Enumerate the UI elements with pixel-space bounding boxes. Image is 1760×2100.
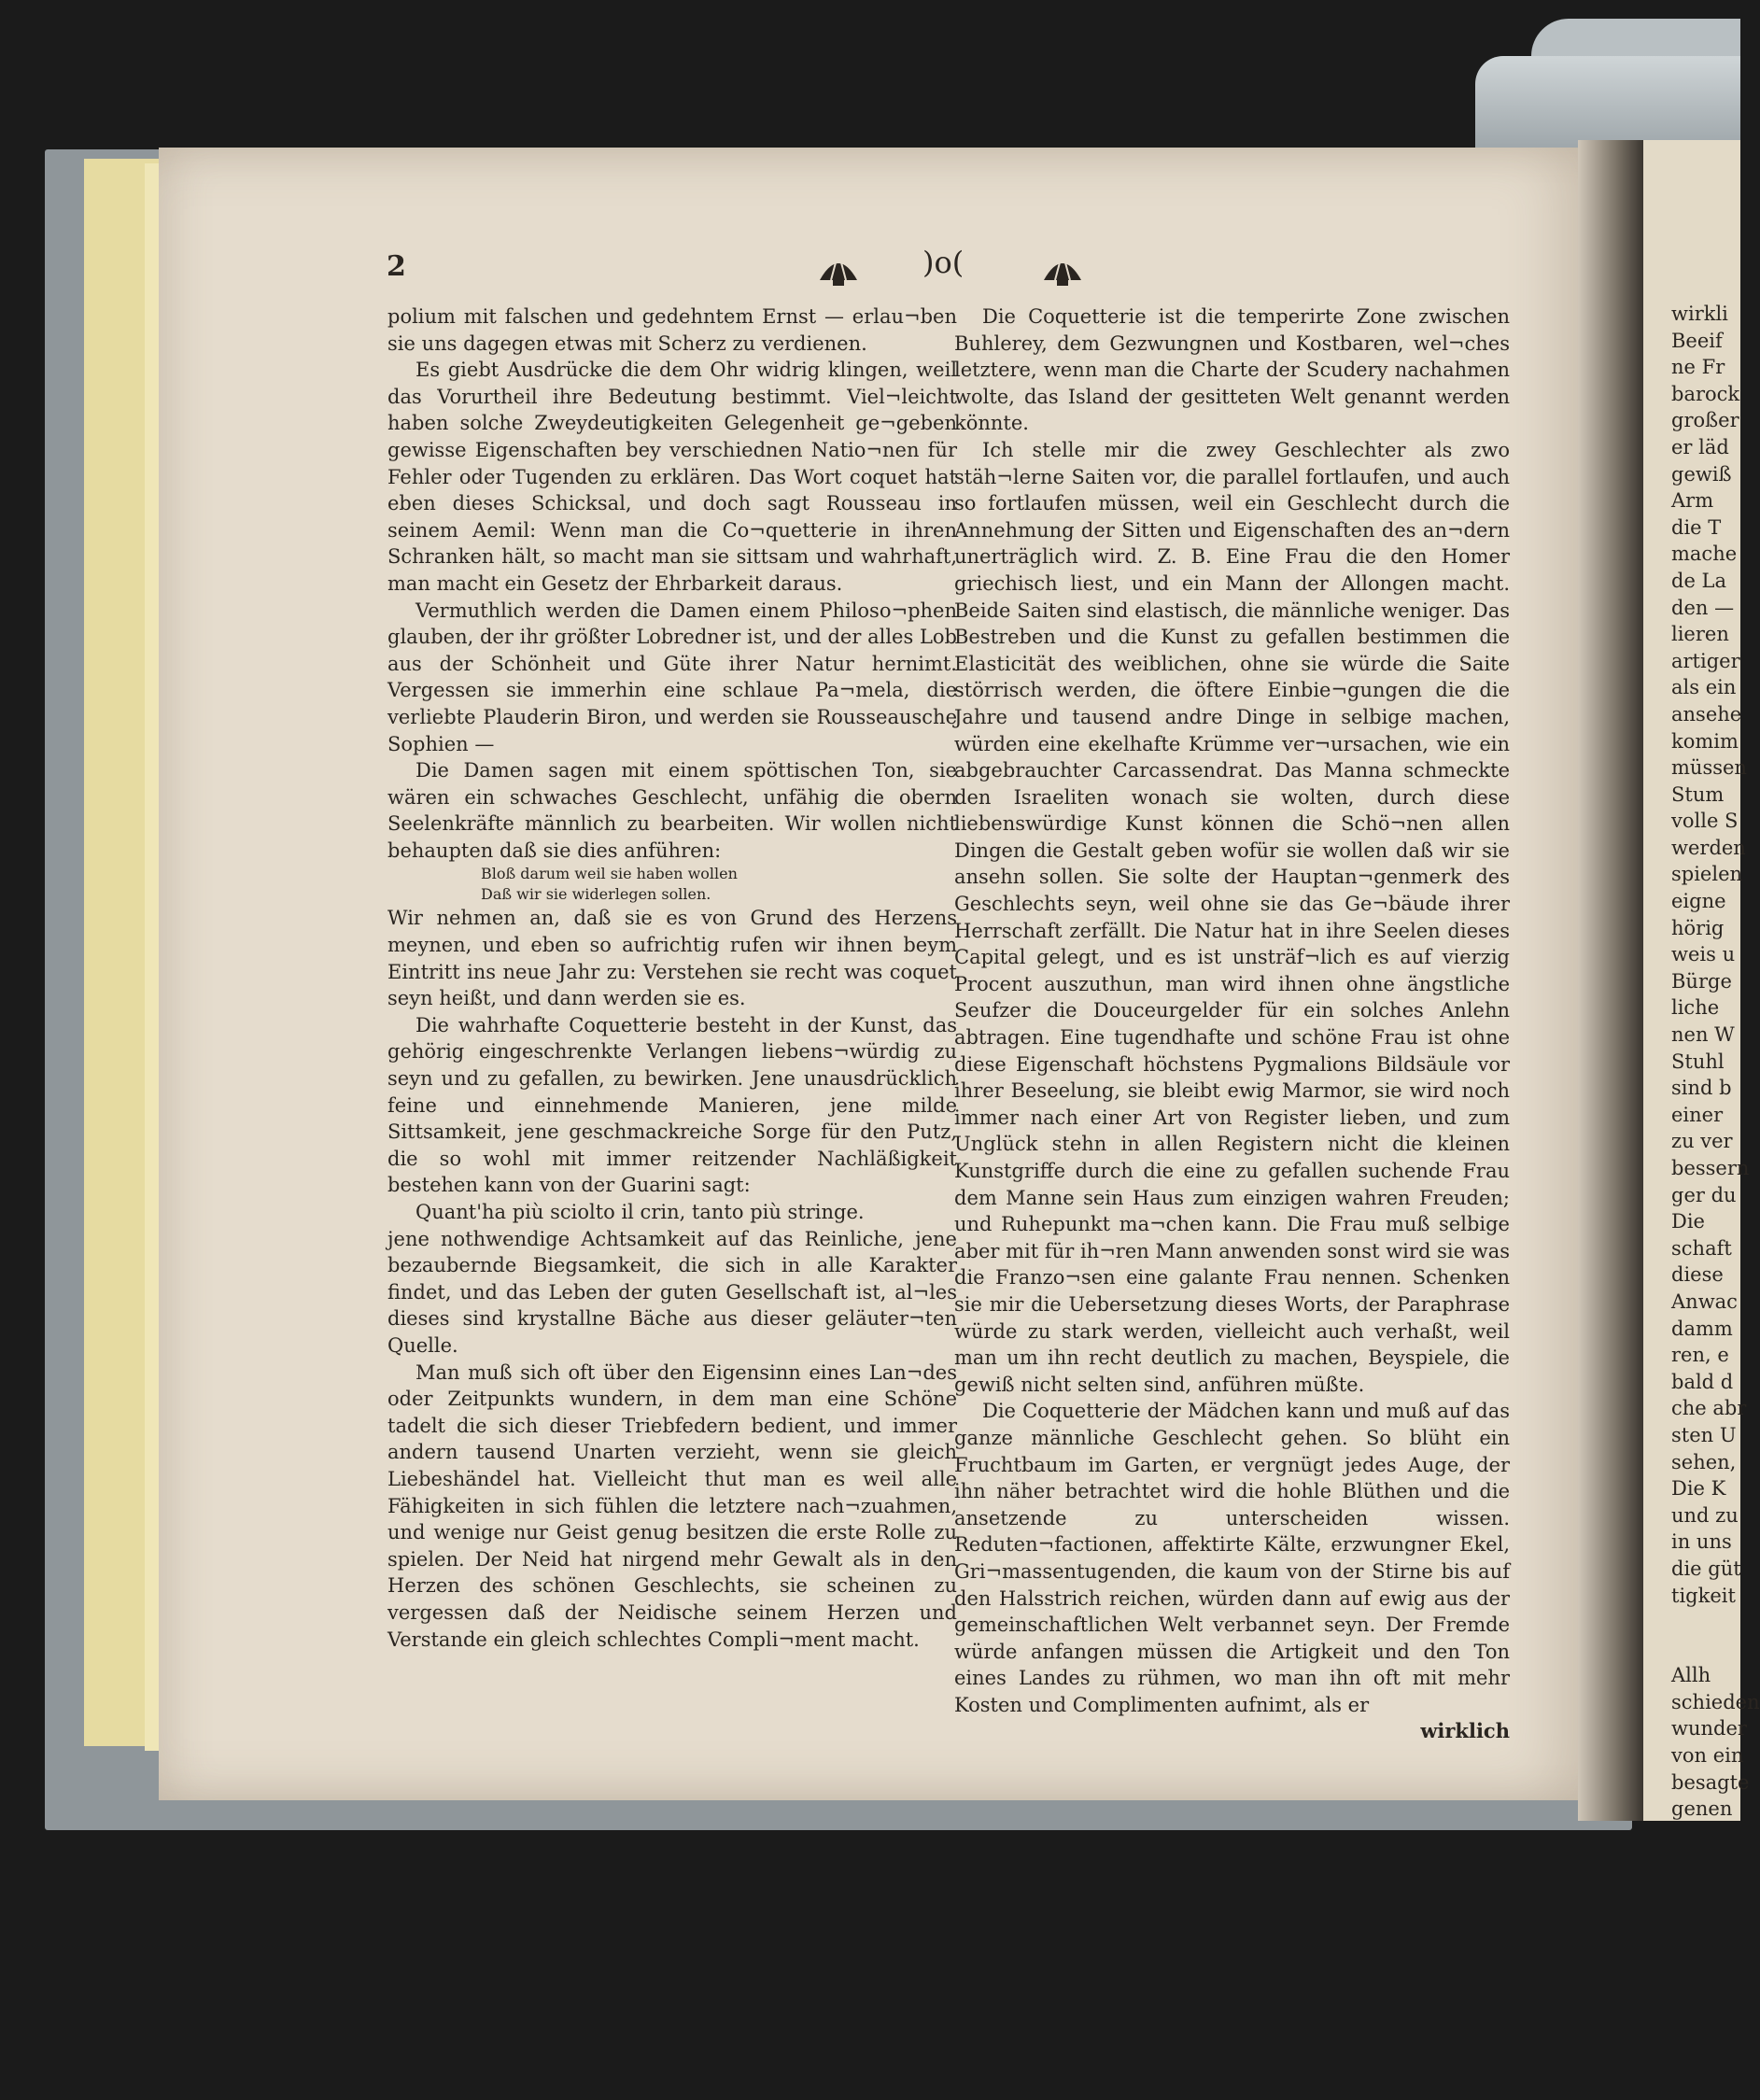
paragraph: polium mit falschen und gedehntem Ernst — erlau¬ben sie uns dagegen etwas mit Scherz zu verdienen. xyxy=(387,305,957,355)
next-page-line: sten U xyxy=(1671,1423,1737,1446)
next-page-line: Stum xyxy=(1671,782,1725,806)
next-page-line xyxy=(1671,1636,1746,1663)
next-page-line: liche xyxy=(1671,996,1720,1020)
right-text-column xyxy=(954,303,1510,1745)
next-page-line: als ein xyxy=(1671,676,1737,699)
next-page-line: Beeif xyxy=(1671,329,1723,352)
next-page-line: ren, e xyxy=(1671,1344,1729,1367)
next-page-line: volle S xyxy=(1671,810,1739,833)
paragraph: Vermuthlich werden die Damen einem Philoso¬phen glauben, der ihr größter Lobredner ist, und der alles Lob aus der Schönheit und Güte ihrer Natur hernimt. Vergessen sie immerhin eine schlaue Pa¬mela, die verliebte Plauderin Biron, und werden sie Rousseausche Sophien — xyxy=(387,599,957,755)
next-page-line: nen W xyxy=(1671,1023,1735,1047)
next-page-line: komim xyxy=(1671,729,1739,753)
verse-line: Daß wir sie widerlegen sollen. xyxy=(481,885,711,904)
paragraph: Man muß sich oft über den Eigensinn eines Lan¬des oder Zeitpunkts wundern, in dem man eine Schöne tadelt die sich dieser Triebfedern bedient, und immer andern tausend Unarten verzieht, wenn sie gleich Liebeshändel hat. Vielleicht thut man es weil alle Fähigkeiten in sich fühlen die letztere nach¬zuahmen, und wenige nur Geist genug besitzen die erste Rolle zu spielen. Der Neid hat nirgend mehr Gewalt als in den Herzen des schönen Geschlechts, sie scheinen zu vergessen daß der Neidische seinem Herzen und Verstande ein gleich schlechtes Compli¬ment macht. xyxy=(387,1360,957,1651)
paragraph: Die Coquetterie ist die temperirte Zone zwischen Buhlerey, dem Gezwungnen und Kostbaren, wel¬ches letztere, wenn man die Charte der Scudery nachahmen wolte, das Island der gesitteten Welt genannt werden könnte. xyxy=(954,305,1510,435)
catchword: wirklich xyxy=(1420,1719,1510,1743)
next-page-line: tigkeit xyxy=(1671,1584,1736,1607)
header-ornament: )o( xyxy=(922,245,964,280)
shell-icon-left xyxy=(820,252,857,286)
next-page-line: mache xyxy=(1671,543,1738,566)
next-page-line: artiger xyxy=(1671,649,1740,672)
next-page-line: müssen xyxy=(1671,756,1747,780)
next-page-line: damm xyxy=(1671,1317,1733,1340)
next-page-line: zu ver xyxy=(1671,1130,1733,1153)
next-page-line: barock xyxy=(1671,382,1740,405)
next-page-line: schaft xyxy=(1671,1236,1732,1260)
paragraph: jene nothwendige Achtsamkeit auf das Reinliche, jene bezaubernde Biegsamkeit, die sich in alle Karakter findet, und das Leben der guten Gesellschaft ist, al¬les dieses sind krystallne Bäche aus dieser geläuter¬ten Quelle. xyxy=(387,1227,957,1357)
next-page-line: und zu xyxy=(1671,1503,1739,1527)
next-page-line: Die xyxy=(1671,1210,1705,1233)
next-page-line: von ein xyxy=(1671,1744,1744,1768)
next-page-line: Die K xyxy=(1671,1477,1726,1501)
next-page-line: den — xyxy=(1671,596,1735,619)
next-page-line: hörig xyxy=(1671,916,1725,939)
next-page-line: großer xyxy=(1671,409,1739,432)
next-page-line: Allh xyxy=(1671,1664,1711,1687)
paragraph: Die Coquetterie der Mädchen kann und muß auf das ganze männliche Geschlecht gehen. So blüht ein Fruchtbaum im Garten, er vergnügt jedes Auge, der ihn näher betrachtet wird die hohle Blüthen und die ansetzende zu unterscheiden wissen. Reduten¬factionen, affektirte Kälte, erzwungner Ekel, Gri¬massentugenden, die kaum von der Stirne bis auf den Halsstrich reichen, würden dann auf ewig aus der gemeinschaftlichen Welt verbannet seyn. Der Fremde würde anfangen müssen die Artigkeit und den Ton eines Landes zu rühmen, wo man ihn oft mit mehr Kosten und Complimenten aufnimt, als er xyxy=(954,1400,1510,1716)
next-page-line: in uns xyxy=(1671,1530,1732,1554)
paragraph: Die wahrhafte Coquetterie besteht in der Kunst, das gehörig eingeschrenkte Verlangen liebens¬würdig zu seyn und zu gefallen, zu bewirken. Jene unausdrücklich feine und einnehmende Manieren, jene milde Sittsamkeit, jene geschmackreiche Sorge für den Putz, die so wohl mit immer reitzender Nachläßigkeit bestehen kann von der Guarini sagt: xyxy=(387,1013,957,1197)
next-page-line: Anwac xyxy=(1671,1290,1738,1313)
next-page-line: de La xyxy=(1671,569,1727,592)
next-page-line: sind b xyxy=(1671,1077,1732,1100)
next-page-line: lieren xyxy=(1671,623,1729,646)
next-page-line: besagte xyxy=(1671,1770,1750,1794)
next-page-line: wirkli xyxy=(1671,303,1728,325)
next-page-line: die T xyxy=(1671,515,1722,539)
left-text-column xyxy=(387,303,957,1653)
next-page-line: er läd xyxy=(1671,435,1729,458)
next-page-line: bessern xyxy=(1671,1157,1750,1179)
book-gutter xyxy=(1578,140,1643,1821)
next-page-line: Bürge xyxy=(1671,969,1732,993)
next-page-line: ansehe xyxy=(1671,702,1742,726)
next-page-line: ne Fr xyxy=(1671,356,1725,379)
next-page-line: gewiß xyxy=(1671,462,1732,486)
paragraph: Die Damen sagen mit einem spöttischen Ton, sie wären ein schwaches Geschlecht, unfähig die obern Seelenkräfte männlich zu bearbeiten. Wir wollen nicht behaupten daß sie dies anführen: xyxy=(387,759,957,862)
next-page-text xyxy=(1671,301,1760,1823)
next-page-line: weis u xyxy=(1671,943,1736,966)
next-page-line: werden xyxy=(1671,836,1746,859)
next-page-line: die güt xyxy=(1671,1557,1741,1580)
next-page-line: bald d xyxy=(1671,1370,1734,1393)
shell-icon-right xyxy=(1044,252,1081,286)
quotation: Quant'ha più sciolto il crin, tanto più stringe. xyxy=(415,1201,865,1223)
paragraph: Wir nehmen an, daß sie es von Grund des Herzens meynen, und eben so aufrichtig rufen wir ihnen beym Eintritt ins neue Jahr zu: Verstehen sie recht was coquet seyn heißt, und dann werden sie es. xyxy=(387,907,957,1010)
next-page-line: sehen, xyxy=(1671,1450,1737,1473)
next-page-line: Stuhl xyxy=(1671,1050,1725,1073)
paragraph: Ich stelle mir die zwey Geschlechter als zwo stäh¬lerne Saiten vor, die parallel fortlaufen, und auch so fortlaufen müssen, weil ein Geschlecht durch die Annehmung der Sitten und Eigenschaften des an¬dern unerträglich wird. Z. B. Eine Frau die den Homer griechisch liest, und ein Mann der Allongen macht. Beide Saiten sind elastisch, die männliche weniger. Das Bestreben und die Kunst zu gefallen bestimmen die Elasticität des weiblichen, ohne sie würde die Saite störrisch werden, die öftere Einbie¬gungen die die Jahre und tausend andre Dinge in selbige machen, würden eine ekelhafte Krümme ver¬ursachen, wie ein abgebrauchter Carcassendrat. Das Manna schmeckte den Israeliten wonach sie wolten, durch diese liebenswürdige Kunst können die Schö¬nen allen Dingen die Gestalt geben wofür sie wollen daß wir sie ansehn sollen. Sie solte der Hauptan¬genmerk des Geschlechts seyn, weil ohne sie das Ge¬bäude ihrer Herrschaft zerfällt. Die Natur hat in ihre Seelen dieses Capital gelegt, und es ist unsträf¬lich es auf vierzig Procent auszuthun, man wird ihnen ohne ängstliche Seufzer die Douceurgelder für ein solches Anlehn abtragen. Eine tugendhafte und schöne Frau ist ohne diese Eigenschaft höchstens Pygmalions Bildsäule vor ihrer Beseelung, sie bleibt ewig Marmor, sie wird noch immer nach einer Art von Register lieben, und zum Unglück stehn in allen Registern nicht die kleinen Kunstgriffe durch die eine zu gefallen suchende Frau dem Manne sein Haus zum einzigen wahren Freuden; und Ruhepunkt ma¬chen kann. Die Frau muß selbige aber mit für ih¬ren Mann anwenden sonst wird sie was die Franzo¬sen eine galante Frau nennen. Schenken sie mir die Uebersetzung dieses Worts, der Paraphrase würde zu stark werden, vielleicht auch verhaßt, weil man um ihn recht deutlich zu machen, Beyspiele, die gewiß nicht selten sind, anführen müßte. xyxy=(954,438,1510,1396)
paragraph: Es giebt Ausdrücke die dem Ohr widrig klingen, weil das Vorurtheil ihre Bedeutung bestimmt. Viel¬leicht haben solche Zweydeutigkeiten Gelegenheit ge¬geben gewisse Eigenschaften bey verschiednen Natio¬nen für Fehler oder Tugenden zu erklären. Das Wort coquet hat eben dieses Schicksal, und doch sagt Rousseau in seinem Aemil: Wenn man die Co¬quetterie in ihren Schranken hält, so macht man sie sittsam und wahrhaft, man macht ein Gesetz der Ehrbarkeit daraus. xyxy=(387,359,957,595)
next-page-line: wunder xyxy=(1671,1717,1747,1741)
next-page-line: eigne xyxy=(1671,890,1726,913)
next-page-line: Arm xyxy=(1671,489,1714,513)
next-page-line xyxy=(1671,1609,1746,1636)
next-page-line: einer xyxy=(1671,1103,1724,1126)
next-page-line: diese xyxy=(1671,1263,1724,1287)
next-page-line: che abr xyxy=(1671,1397,1747,1420)
page-number: 2 xyxy=(387,250,406,283)
next-page-line: schieden xyxy=(1671,1690,1760,1713)
next-page-line: spielen xyxy=(1671,863,1743,886)
next-page-line: genen xyxy=(1671,1797,1733,1821)
verse-line: Bloß darum weil sie haben wollen xyxy=(481,865,738,883)
book-spine-top xyxy=(1475,56,1740,149)
next-page-line: ger du xyxy=(1671,1183,1737,1206)
